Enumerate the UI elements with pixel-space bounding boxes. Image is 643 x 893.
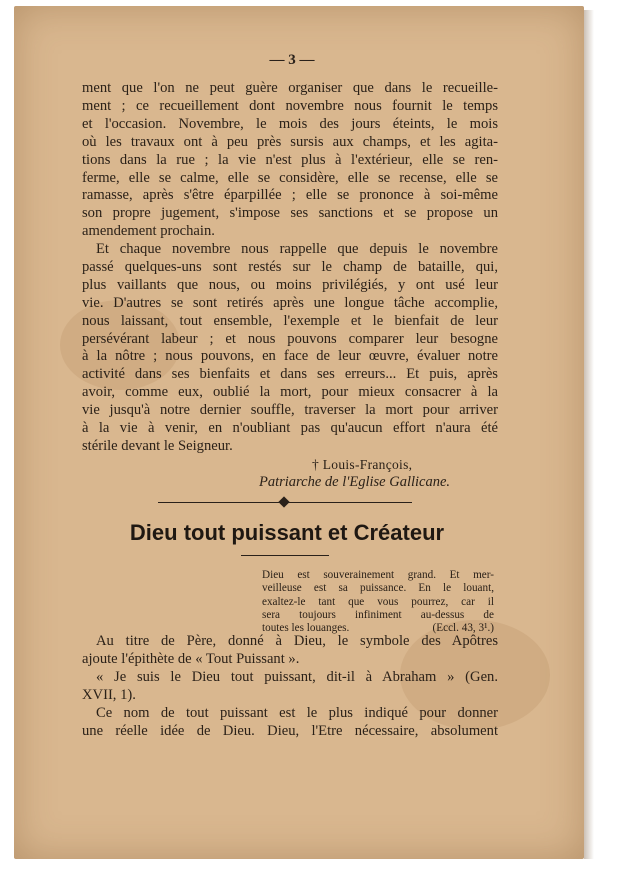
- epigraph-line: sera toujours infiniment au-dessus de: [262, 608, 494, 621]
- text-line: tions dans la rue ; la vie n'est plus à l'extérieur, elle se ren-: [82, 151, 498, 168]
- text-line: nous laissant, tout ensemble, l'exemple et le bienfait de leur: [82, 312, 498, 329]
- page-number: — 3 —: [269, 52, 315, 68]
- signature-name: † Louis-François,: [312, 457, 413, 472]
- text-line: ferme, elle se calme, elle se considère, elle se recense, elle se: [82, 169, 498, 186]
- text-line: XVII, 1).: [82, 686, 136, 703]
- title-underline: [241, 555, 329, 556]
- text-line: et l'occasion. Novembre, le mois des jours éteints, le mois: [82, 115, 498, 132]
- epigraph-line: toutes les louanges.: [262, 622, 350, 635]
- text-line: avoir, comme eux, oublié la mort, pour mieux consacrer à la: [82, 384, 498, 401]
- intro-paragraph-1: [82, 80, 498, 241]
- text-line: Au titre de Père, donné à Dieu, le symbole des Apôtres: [96, 633, 498, 649]
- section-title: Dieu tout puissant et Créateur: [129, 520, 445, 545]
- text-line: vie. D'autres se sont retirés après une longue tâche accomplie,: [82, 294, 498, 311]
- text-line: vie jusqu'à notre dernier souffle, traverser la mort pour arriver: [82, 402, 498, 419]
- text-line: où les travaux ont à peu près sursis aux champs, et les agita-: [82, 133, 498, 150]
- text-line: Ce nom de tout puissant est le plus indiqué pour donner: [96, 704, 498, 721]
- epigraph-reference: (Eccl. 43, 3¹.): [432, 622, 494, 635]
- epigraph-line: exaltez-le tant que vous pourrez, car il: [262, 595, 494, 608]
- epigraph-line: veilleuse est sa puissance. En le louant,: [262, 582, 494, 595]
- text-line: ment ; ce recueillement dont novembre nous fournit le temps: [82, 97, 498, 114]
- text-line: amendement prochain.: [82, 223, 215, 240]
- text-line: à la vie à venir, en n'oubliant pas qu'aucun effort n'aura été: [82, 420, 498, 437]
- epigraph-line: Dieu est souverainement grand. Et mer-: [262, 569, 494, 581]
- intro-paragraph-2: [82, 241, 498, 456]
- text-line: « Je suis le Dieu tout puissant, dit-il à Abraham » (Gen.: [96, 668, 498, 685]
- text-line: à la nôtre ; nous pouvons, en face de leur œuvre, évaluer notre: [82, 348, 498, 365]
- text-line: passé quelques-uns sont restés sur le champ de bataille, qui,: [82, 258, 498, 275]
- section-body: [82, 633, 498, 740]
- text-line: ment que l'on ne peut guère organiser que dans le recueille-: [82, 80, 498, 96]
- text-line: activité dans ses bienfaits et dans ses erreurs... Et puis, après: [82, 366, 498, 383]
- text-line: Et chaque novembre nous rappelle que depuis le novembre: [96, 241, 498, 257]
- text-line: ajoute l'épithète de « Tout Puissant ».: [82, 650, 300, 667]
- text-line: plus vaillants que nous, ou moins privilégiés, y ont usé leur: [82, 276, 498, 293]
- text-line: stérile devant le Seigneur.: [82, 437, 233, 454]
- page-edge-shadow: [584, 10, 594, 859]
- text-line: ramasse, après s'être éparpillée ; elle se prononce à soi-même: [82, 187, 498, 204]
- epigraph-quote: [262, 569, 494, 635]
- text-line: une réelle idée de Dieu. Dieu, l'Etre nécessaire, absolument: [82, 722, 498, 739]
- text-line: son propre jugement, s'impose ses sanctions et se propose un: [82, 205, 498, 222]
- signature-title: Patriarche de l'Eglise Gallicane.: [259, 474, 451, 490]
- text-line: persévérant labeur ; et nous pouvons comparer leur besogne: [82, 330, 498, 347]
